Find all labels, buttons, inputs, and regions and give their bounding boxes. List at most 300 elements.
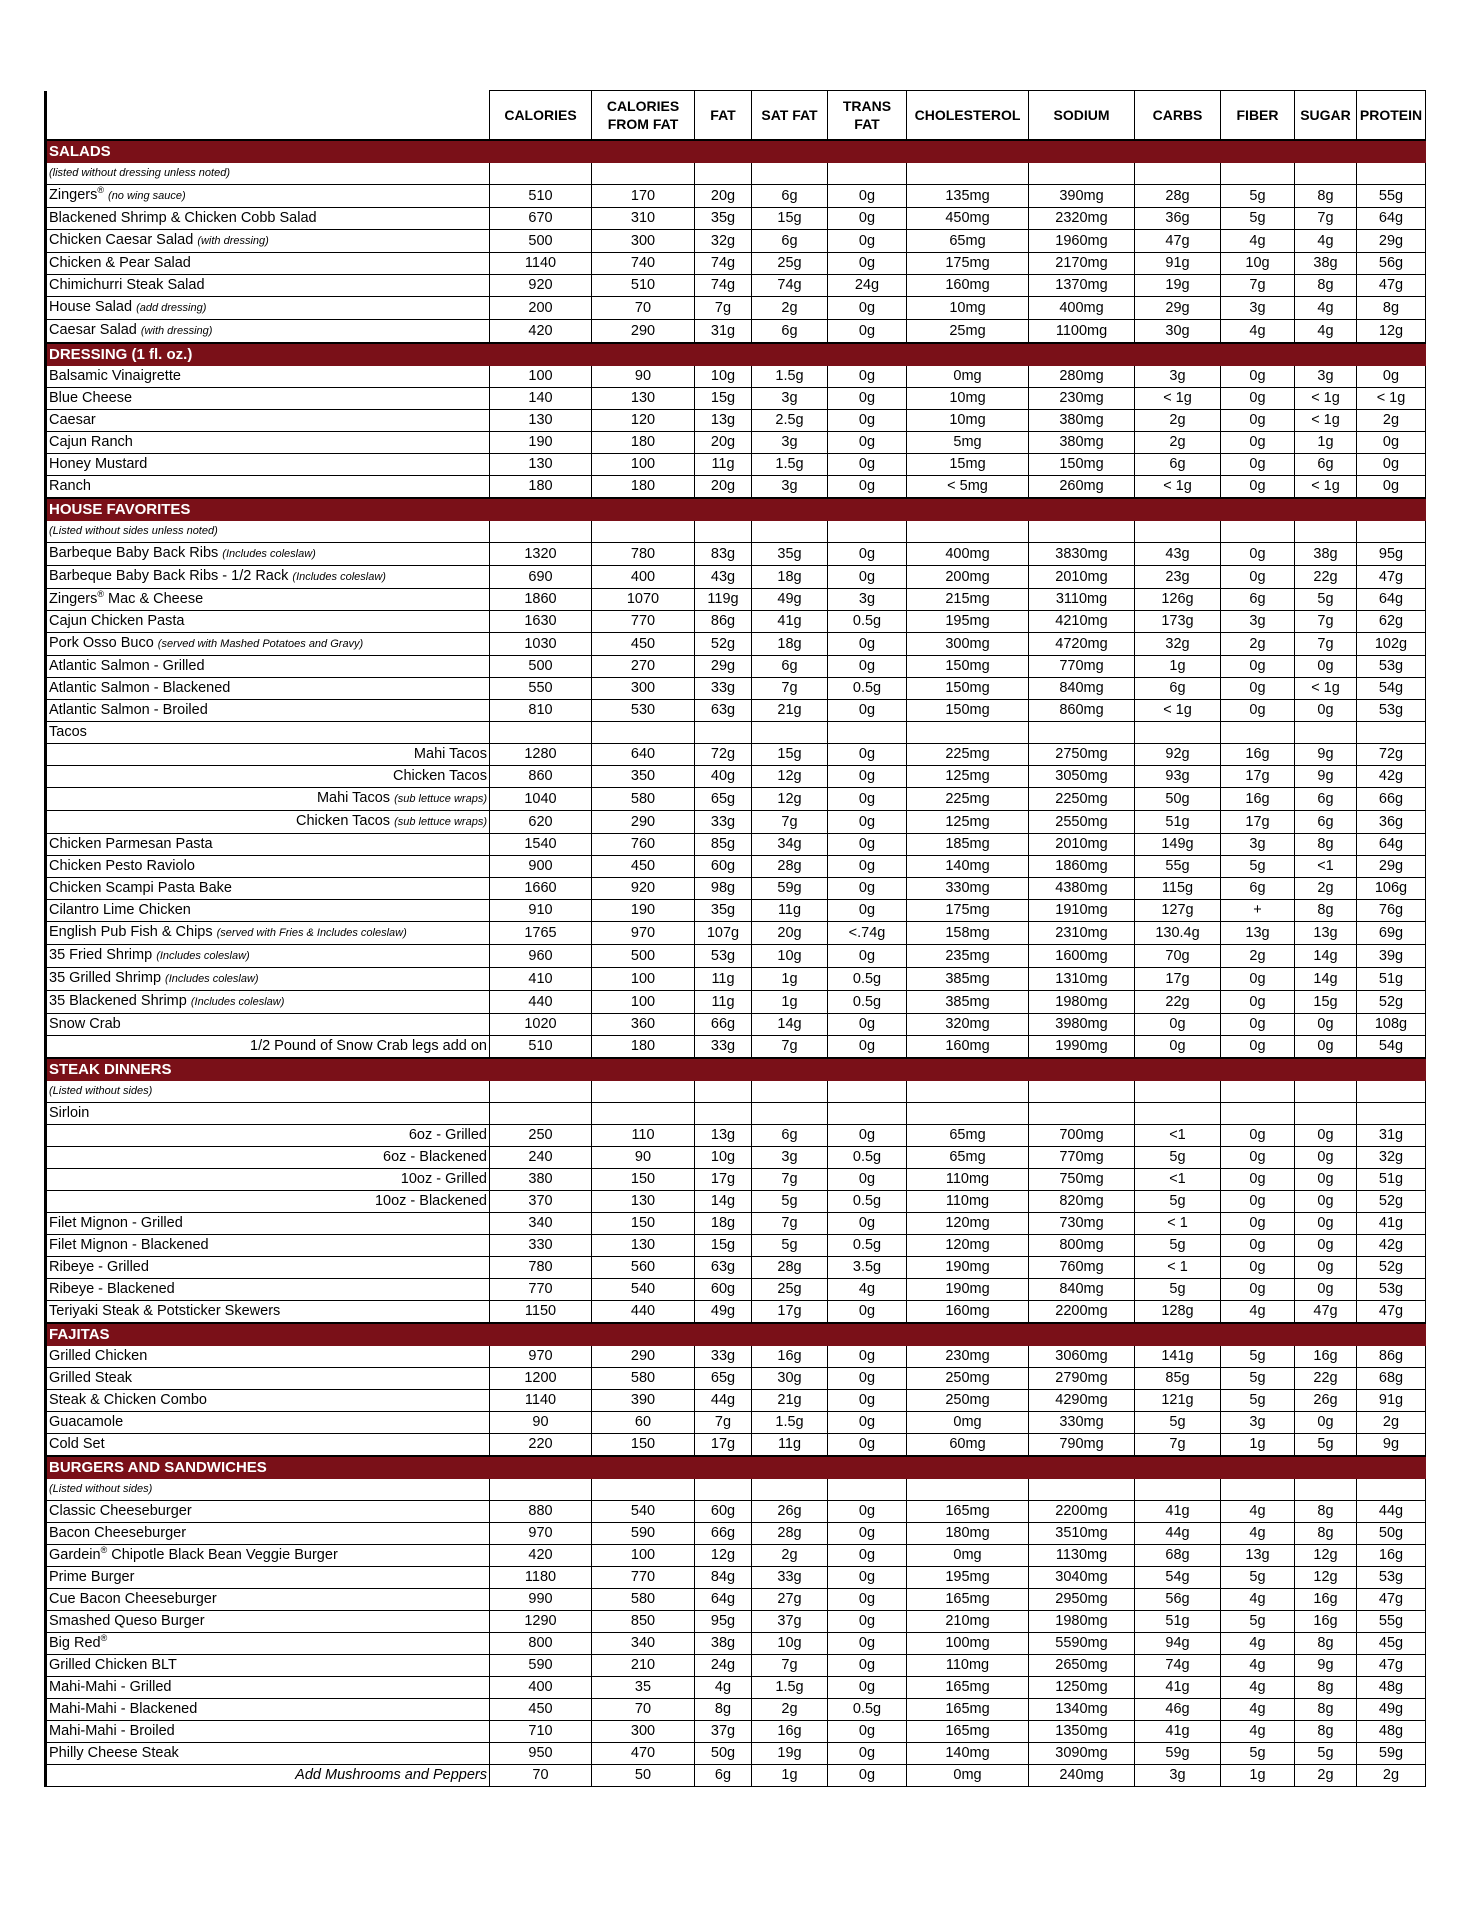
value-calories-from-fat: 580 — [592, 1589, 695, 1611]
value-calories-from-fat: 70 — [592, 297, 695, 320]
value-fat: 15g — [695, 388, 752, 410]
value-fat: 4g — [695, 1677, 752, 1699]
table-row — [46, 722, 1426, 744]
value-sat-fat: 7g — [752, 1036, 828, 1059]
value-sodium: 4380mg — [1029, 878, 1135, 900]
item-name-cell — [46, 253, 490, 275]
empty-cell — [752, 1081, 828, 1103]
item-name-cell — [46, 766, 490, 788]
value-calories: 1280 — [490, 744, 592, 766]
table-row — [46, 656, 1426, 678]
table-row — [46, 253, 1426, 275]
value-cholesterol: 0mg — [907, 366, 1029, 388]
value-sat-fat: 7g — [752, 1169, 828, 1191]
section-title: DRESSING (1 fl. oz.) — [46, 343, 1426, 366]
value-cholesterol: 165mg — [907, 1677, 1029, 1699]
value-calories: 410 — [490, 968, 592, 991]
value-cholesterol: 60mg — [907, 1434, 1029, 1457]
value-fiber: 0g — [1221, 1235, 1295, 1257]
item-name-cell — [46, 1346, 490, 1368]
value-calories: 690 — [490, 566, 592, 589]
value-protein: 47g — [1357, 1589, 1426, 1611]
item-name: Blue Cheese — [49, 390, 133, 406]
value-calories: 130 — [490, 410, 592, 432]
item-name-cell — [46, 1235, 490, 1257]
value-protein: < 1g — [1357, 388, 1426, 410]
value-fiber: 4g — [1221, 1633, 1295, 1655]
value-trans-fat: 0.5g — [828, 678, 907, 700]
value-sugar: 2g — [1295, 878, 1357, 900]
table-row — [46, 1501, 1426, 1523]
value-carbs: 1g — [1135, 656, 1221, 678]
value-fat: 11g — [695, 991, 752, 1014]
value-trans-fat: 0g — [828, 208, 907, 230]
value-cholesterol: 15mg — [907, 454, 1029, 476]
value-fat: 107g — [695, 922, 752, 945]
value-fat: 63g — [695, 1257, 752, 1279]
value-carbs: < 1g — [1135, 388, 1221, 410]
value-cholesterol: 25mg — [907, 320, 1029, 344]
value-calories-from-fat: 150 — [592, 1434, 695, 1457]
value-sugar: 0g — [1295, 1213, 1357, 1235]
value-protein: 47g — [1357, 275, 1426, 297]
value-calories: 130 — [490, 454, 592, 476]
value-fat: 13g — [695, 410, 752, 432]
empty-cell — [1135, 1081, 1221, 1103]
value-fat: 29g — [695, 656, 752, 678]
table-row — [46, 788, 1426, 811]
value-sat-fat: 17g — [752, 1301, 828, 1324]
value-sodium: 400mg — [1029, 297, 1135, 320]
value-fat: 60g — [695, 1501, 752, 1523]
item-name: 6oz - Blackened — [383, 1149, 487, 1165]
table-row — [46, 543, 1426, 566]
value-carbs: 50g — [1135, 788, 1221, 811]
value-calories: 970 — [490, 1523, 592, 1545]
value-sodium: 5590mg — [1029, 1633, 1135, 1655]
value-calories-from-fat — [592, 722, 695, 744]
item-name-cell — [46, 566, 490, 589]
value-cholesterol: 225mg — [907, 788, 1029, 811]
value-protein: 32g — [1357, 1147, 1426, 1169]
value-fiber: 5g — [1221, 856, 1295, 878]
value-fiber: 5g — [1221, 1743, 1295, 1765]
value-protein: 52g — [1357, 1191, 1426, 1213]
item-name: Barbeque Baby Back Ribs - 1/2 Rack — [49, 568, 289, 584]
value-fiber: 16g — [1221, 744, 1295, 766]
value-calories: 220 — [490, 1434, 592, 1457]
value-cholesterol: 330mg — [907, 878, 1029, 900]
table-row — [46, 1655, 1426, 1677]
item-name: Cilantro Lime Chicken — [49, 902, 191, 918]
item-name: Atlantic Salmon - Grilled — [49, 658, 205, 674]
table-row — [46, 1257, 1426, 1279]
value-fiber: 0g — [1221, 991, 1295, 1014]
value-calories-from-fat: 100 — [592, 1545, 695, 1567]
value-sugar — [1295, 722, 1357, 744]
value-fiber: 0g — [1221, 1279, 1295, 1301]
value-sugar: 0g — [1295, 1191, 1357, 1213]
value-sodium: 3040mg — [1029, 1567, 1135, 1589]
value-sodium: 730mg — [1029, 1213, 1135, 1235]
value-carbs: 121g — [1135, 1390, 1221, 1412]
section-note-row — [46, 163, 1426, 185]
value-fiber: 13g — [1221, 922, 1295, 945]
value-protein: 47g — [1357, 1655, 1426, 1677]
value-calories: 510 — [490, 185, 592, 208]
value-fat: 65g — [695, 1368, 752, 1390]
value-fiber: 17g — [1221, 766, 1295, 788]
empty-cell — [490, 1479, 592, 1501]
table-row — [46, 611, 1426, 633]
item-note: (Includes coleslaw) — [156, 950, 250, 962]
item-note: (Includes coleslaw) — [222, 548, 316, 560]
table-body — [46, 140, 1426, 1787]
table-row — [46, 1191, 1426, 1213]
item-name: 10oz - Blackened — [374, 1193, 487, 1209]
item-name: Cue Bacon Cheeseburger — [49, 1591, 217, 1607]
item-note: (add dressing) — [136, 302, 207, 314]
value-trans-fat: 0g — [828, 1567, 907, 1589]
value-cholesterol: 135mg — [907, 185, 1029, 208]
value-fiber: 2g — [1221, 945, 1295, 968]
empty-cell — [1295, 163, 1357, 185]
table-row — [46, 566, 1426, 589]
value-sugar: 22g — [1295, 1368, 1357, 1390]
table-row — [46, 476, 1426, 499]
value-calories-from-fat: 90 — [592, 366, 695, 388]
value-trans-fat: 0g — [828, 1213, 907, 1235]
value-sugar: 9g — [1295, 744, 1357, 766]
empty-cell — [592, 163, 695, 185]
value-carbs: 36g — [1135, 208, 1221, 230]
value-fiber: 4g — [1221, 1655, 1295, 1677]
value-sugar: 2g — [1295, 1765, 1357, 1787]
value-sat-fat: 49g — [752, 589, 828, 611]
value-carbs: 46g — [1135, 1699, 1221, 1721]
value-calories-from-fat: 970 — [592, 922, 695, 945]
value-sodium: 3980mg — [1029, 1014, 1135, 1036]
table-row — [46, 1721, 1426, 1743]
value-trans-fat: 0g — [828, 410, 907, 432]
value-sodium: 3510mg — [1029, 1523, 1135, 1545]
table-row — [46, 432, 1426, 454]
value-fiber: 0g — [1221, 566, 1295, 589]
value-fiber: 3g — [1221, 834, 1295, 856]
value-sugar: < 1g — [1295, 678, 1357, 700]
column-header-sodium: SODIUM — [1029, 91, 1135, 141]
value-sodium: 3060mg — [1029, 1346, 1135, 1368]
value-protein: 54g — [1357, 1036, 1426, 1059]
item-name-cell — [46, 297, 490, 320]
empty-cell — [592, 1081, 695, 1103]
value-fat: 66g — [695, 1014, 752, 1036]
table-row — [46, 275, 1426, 297]
header-blank — [46, 91, 490, 141]
value-carbs: 30g — [1135, 320, 1221, 344]
value-sodium: 280mg — [1029, 366, 1135, 388]
value-carbs: < 1g — [1135, 476, 1221, 499]
value-sodium: 1250mg — [1029, 1677, 1135, 1699]
value-fiber: 0g — [1221, 388, 1295, 410]
empty-cell — [828, 521, 907, 543]
value-protein: 0g — [1357, 476, 1426, 499]
value-sugar — [1295, 1103, 1357, 1125]
value-trans-fat: 0g — [828, 1346, 907, 1368]
item-name: 35 Fried Shrimp — [49, 947, 153, 963]
value-calories: 860 — [490, 766, 592, 788]
value-fiber: 0g — [1221, 543, 1295, 566]
value-cholesterol: 125mg — [907, 766, 1029, 788]
value-fat: 83g — [695, 543, 752, 566]
value-trans-fat: 0g — [828, 432, 907, 454]
value-carbs: 22g — [1135, 991, 1221, 1014]
value-protein: 76g — [1357, 900, 1426, 922]
value-calories-from-fat: 530 — [592, 700, 695, 722]
table-row — [46, 1346, 1426, 1368]
item-name-cell — [46, 366, 490, 388]
value-fat: 63g — [695, 700, 752, 722]
item-name-cell — [46, 1147, 490, 1169]
value-calories: 100 — [490, 366, 592, 388]
value-sat-fat: 10g — [752, 1633, 828, 1655]
empty-cell — [695, 1081, 752, 1103]
value-fat: 66g — [695, 1523, 752, 1545]
value-sat-fat: 7g — [752, 1213, 828, 1235]
value-sat-fat: 2g — [752, 1699, 828, 1721]
section-note: (Listed without sides) — [46, 1479, 490, 1501]
value-trans-fat: 0g — [828, 366, 907, 388]
value-protein: 48g — [1357, 1721, 1426, 1743]
item-name-cell — [46, 589, 490, 611]
item-name: 35 Blackened Shrimp — [49, 993, 187, 1009]
value-cholesterol: 385mg — [907, 968, 1029, 991]
value-protein: 106g — [1357, 878, 1426, 900]
value-fiber: 3g — [1221, 611, 1295, 633]
item-name-suffix: Chipotle Black Bean Veggie Burger — [107, 1547, 338, 1563]
value-carbs: 44g — [1135, 1523, 1221, 1545]
value-sugar: 6g — [1295, 811, 1357, 834]
value-fat: 15g — [695, 1235, 752, 1257]
value-trans-fat: 0g — [828, 1036, 907, 1059]
value-sat-fat: 30g — [752, 1368, 828, 1390]
item-name: Ribeye - Blackened — [49, 1281, 175, 1297]
value-cholesterol: 215mg — [907, 589, 1029, 611]
value-calories: 1290 — [490, 1611, 592, 1633]
value-protein: 8g — [1357, 297, 1426, 320]
value-carbs: 149g — [1135, 834, 1221, 856]
value-trans-fat: 0.5g — [828, 1191, 907, 1213]
item-name-cell — [46, 320, 490, 344]
section-header — [46, 1323, 1426, 1346]
value-cholesterol: 175mg — [907, 900, 1029, 922]
value-sugar: 4g — [1295, 297, 1357, 320]
value-carbs: 6g — [1135, 678, 1221, 700]
value-sodium: 2200mg — [1029, 1301, 1135, 1324]
value-sugar: 0g — [1295, 1147, 1357, 1169]
value-carbs: 0g — [1135, 1036, 1221, 1059]
empty-cell — [490, 163, 592, 185]
value-sugar: 13g — [1295, 922, 1357, 945]
table-row — [46, 633, 1426, 656]
value-fat: 35g — [695, 900, 752, 922]
value-sat-fat: 5g — [752, 1191, 828, 1213]
value-fat: 33g — [695, 1346, 752, 1368]
item-name-cell — [46, 1213, 490, 1235]
item-name: 6oz - Grilled — [408, 1127, 487, 1143]
column-header-protein: PROTEIN — [1357, 91, 1426, 141]
value-fat: 33g — [695, 811, 752, 834]
value-calories-from-fat: 120 — [592, 410, 695, 432]
value-fat — [695, 722, 752, 744]
value-fat: 10g — [695, 1147, 752, 1169]
empty-cell — [1135, 163, 1221, 185]
value-fiber: 3g — [1221, 1412, 1295, 1434]
table-row — [46, 1633, 1426, 1655]
value-cholesterol: 165mg — [907, 1699, 1029, 1721]
value-sodium: 840mg — [1029, 1279, 1135, 1301]
value-fiber: 0g — [1221, 700, 1295, 722]
value-protein: 12g — [1357, 320, 1426, 344]
value-sugar: 8g — [1295, 1501, 1357, 1523]
table-row — [46, 856, 1426, 878]
value-calories: 190 — [490, 432, 592, 454]
value-cholesterol: 165mg — [907, 1589, 1029, 1611]
value-sat-fat: 7g — [752, 678, 828, 700]
empty-cell — [695, 1479, 752, 1501]
value-protein: 53g — [1357, 1567, 1426, 1589]
value-trans-fat: 0g — [828, 1169, 907, 1191]
value-protein: 36g — [1357, 811, 1426, 834]
value-sodium: 1600mg — [1029, 945, 1135, 968]
value-cholesterol: 165mg — [907, 1501, 1029, 1523]
value-sugar: 5g — [1295, 1743, 1357, 1765]
nutrition-table — [44, 90, 1426, 1787]
value-protein: 47g — [1357, 1301, 1426, 1324]
empty-cell — [490, 521, 592, 543]
value-sugar: 1g — [1295, 432, 1357, 454]
item-name-cell — [46, 722, 490, 744]
value-fat: 11g — [695, 968, 752, 991]
value-carbs: 41g — [1135, 1721, 1221, 1743]
empty-cell — [1357, 163, 1426, 185]
value-sat-fat: 3g — [752, 1147, 828, 1169]
item-name: Honey Mustard — [49, 456, 148, 472]
value-calories: 1020 — [490, 1014, 592, 1036]
value-carbs: <1 — [1135, 1169, 1221, 1191]
item-name: Tacos — [49, 724, 87, 740]
empty-cell — [1221, 163, 1295, 185]
item-name-cell — [46, 1390, 490, 1412]
value-trans-fat: 0g — [828, 744, 907, 766]
value-fat — [695, 1103, 752, 1125]
value-sat-fat: 1g — [752, 968, 828, 991]
value-sodium: 770mg — [1029, 656, 1135, 678]
value-carbs: 5g — [1135, 1235, 1221, 1257]
value-protein: 45g — [1357, 1633, 1426, 1655]
value-sugar: 0g — [1295, 1279, 1357, 1301]
value-carbs: 115g — [1135, 878, 1221, 900]
value-fat: 17g — [695, 1434, 752, 1457]
value-carbs: 126g — [1135, 589, 1221, 611]
value-calories: 1140 — [490, 253, 592, 275]
value-calories: 620 — [490, 811, 592, 834]
value-fat: 10g — [695, 366, 752, 388]
value-carbs: 74g — [1135, 1655, 1221, 1677]
value-protein: 102g — [1357, 633, 1426, 656]
value-sat-fat: 28g — [752, 1523, 828, 1545]
item-name-cell — [46, 1279, 490, 1301]
value-trans-fat: 0.5g — [828, 1147, 907, 1169]
value-sat-fat: 26g — [752, 1501, 828, 1523]
value-cholesterol: 10mg — [907, 388, 1029, 410]
value-calories-from-fat: 400 — [592, 566, 695, 589]
value-protein: 72g — [1357, 744, 1426, 766]
value-fat: 50g — [695, 1743, 752, 1765]
value-calories: 250 — [490, 1125, 592, 1147]
value-sodium: 380mg — [1029, 432, 1135, 454]
value-trans-fat: 0g — [828, 1611, 907, 1633]
item-name: Barbeque Baby Back Ribs — [49, 545, 219, 561]
table-row — [46, 388, 1426, 410]
table-row — [46, 700, 1426, 722]
value-fiber: 5g — [1221, 1346, 1295, 1368]
value-fat: 24g — [695, 1655, 752, 1677]
table-row — [46, 230, 1426, 253]
value-sat-fat: 16g — [752, 1721, 828, 1743]
value-fiber: 4g — [1221, 320, 1295, 344]
value-trans-fat: 0g — [828, 253, 907, 275]
value-carbs: 2g — [1135, 410, 1221, 432]
value-sat-fat: 10g — [752, 945, 828, 968]
value-fiber: 0g — [1221, 1014, 1295, 1036]
value-fiber: 5g — [1221, 1567, 1295, 1589]
value-cholesterol: 158mg — [907, 922, 1029, 945]
item-name-cell — [46, 1301, 490, 1324]
value-trans-fat: 0.5g — [828, 1235, 907, 1257]
item-name: Chicken Pesto Raviolo — [49, 858, 195, 874]
value-protein: 0g — [1357, 454, 1426, 476]
table-row — [46, 1014, 1426, 1036]
value-calories-from-fat: 300 — [592, 1721, 695, 1743]
value-cholesterol: 250mg — [907, 1390, 1029, 1412]
value-calories-from-fat: 180 — [592, 476, 695, 499]
value-calories: 330 — [490, 1235, 592, 1257]
item-name: Zingers — [49, 591, 98, 607]
value-protein: 29g — [1357, 856, 1426, 878]
value-trans-fat: 0g — [828, 900, 907, 922]
value-trans-fat: 0g — [828, 834, 907, 856]
value-protein: 2g — [1357, 1412, 1426, 1434]
column-header-carbs: CARBS — [1135, 91, 1221, 141]
value-trans-fat: 0g — [828, 476, 907, 499]
empty-cell — [907, 1081, 1029, 1103]
item-name: Steak & Chicken Combo — [49, 1392, 207, 1408]
value-fiber: 5g — [1221, 185, 1295, 208]
item-name-cell — [46, 744, 490, 766]
value-cholesterol: 190mg — [907, 1279, 1029, 1301]
value-sodium: 260mg — [1029, 476, 1135, 499]
value-sat-fat: 1g — [752, 1765, 828, 1787]
value-carbs: 91g — [1135, 253, 1221, 275]
value-fiber: 0g — [1221, 1125, 1295, 1147]
value-protein — [1357, 1103, 1426, 1125]
value-fiber: 6g — [1221, 878, 1295, 900]
value-fat: 7g — [695, 1412, 752, 1434]
value-trans-fat: 0g — [828, 1014, 907, 1036]
empty-cell — [1295, 1479, 1357, 1501]
value-calories: 500 — [490, 230, 592, 253]
